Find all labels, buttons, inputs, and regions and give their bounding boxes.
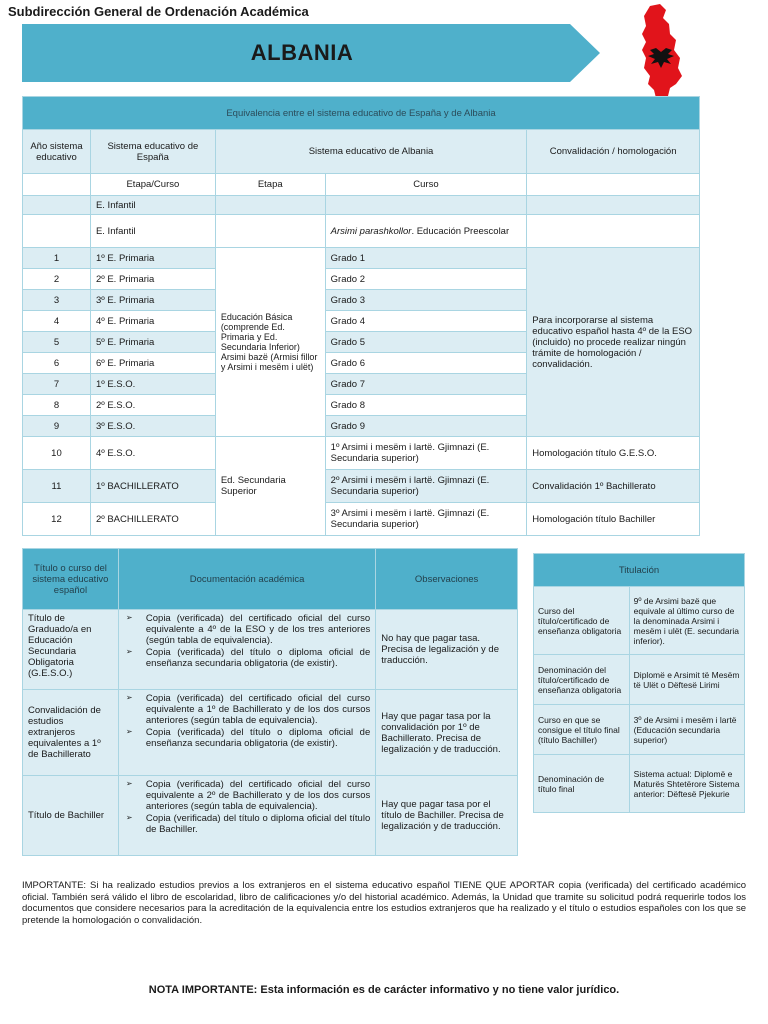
spain-course-cell: 2º E.S.O. (90, 395, 215, 416)
titulacion-title: Titulación (534, 554, 745, 587)
titulacion-label: Curso en que se consigue el título final (título Bachiller) (534, 705, 630, 755)
titulacion-value: Diplomë e Arsimit të Mesëm të Ulët o Dëftesë Lirimi (629, 655, 744, 705)
sub-etapa-curso: Etapa/Curso (90, 174, 215, 196)
year-cell: 2 (23, 269, 91, 290)
doc-docs-cell (118, 610, 375, 690)
albania-course-cell: Grado 1 (325, 248, 527, 269)
albania-course-cell: Grado 2 (325, 269, 527, 290)
col-year-header: Año sistema educativo (23, 130, 91, 174)
year-cell: 9 (23, 416, 91, 437)
conv-cell: Convalidación 1º Bachillerato (527, 470, 700, 503)
sub-etapa: Etapa (215, 174, 325, 196)
spain-course-cell: 2º E. Primaria (90, 269, 215, 290)
spain-course-cell: 4º E.S.O. (90, 437, 215, 470)
spain-course-cell: 1º BACHILLERATO (90, 470, 215, 503)
primary-etapa-cell: Educación Básica (comprende Ed. Primaria y Ed. Secundaria Inferior) Arsimi bazë (Armisi fillor y Arsimi i mesëm i ulët) (215, 248, 325, 437)
doc-bullet: ➢ Copia (verificada) del título o diploma oficial del título de Bachiller. (124, 813, 370, 835)
albania-course-cell: Grado 8 (325, 395, 527, 416)
albania-course-cell: Grado 4 (325, 311, 527, 332)
doc-bullet: ➢ Copia (verificada) del certificado oficial del curso equivalente a 2º de Bachillerato y de los dos cursos anteriores (según tabla de equivalencia). (124, 779, 370, 812)
albania-course-cell: 1º Arsimi i mesëm i lartë. Gjimnazi (E. Secundaria superior) (325, 437, 527, 470)
titulacion-label: Denominación del título/certificado de enseñanza obligatoria (534, 655, 630, 705)
albania-course-cell: Grado 6 (325, 353, 527, 374)
titulacion-label: Denominación de título final (534, 755, 630, 813)
spain-course-cell: 6º E. Primaria (90, 353, 215, 374)
doc-obs-cell: Hay que pagar tasa por el título de Bachiller. Precisa de legalización y de traducción. (376, 776, 518, 856)
conv-cell: Homologación título Bachiller (527, 503, 700, 536)
final-legal-note: NOTA IMPORTANTE: Esta información es de carácter informativo y no tiene valor jurídico. (148, 984, 620, 996)
doc-title-cell: Título de Graduado/a en Educación Secundaria Obligatoria (G.E.S.O.) (23, 610, 119, 690)
titulacion-value: 3º de Arsimi i mesëm i lartë (Educación secundaria superior) (629, 705, 744, 755)
titulacion-value: Sistema actual: Diplomë e Maturës Shtetërore Sistema anterior: Dëftesë Pjekurie (629, 755, 744, 813)
col-albania-header: Sistema educativo de Albania (215, 130, 526, 174)
doc-bullet: ➢ Copia (verificada) del título o diploma oficial de enseñanza secundaria obligatoria (de existir). (124, 647, 370, 669)
col-spain-header: Sistema educativo de España (90, 130, 215, 174)
country-title: ALBANIA (250, 40, 354, 65)
doc-docs-header: Documentación académica (118, 549, 375, 610)
titulacion-label: Curso del título/certificado de enseñanza obligatoria (534, 587, 630, 655)
doc-docs-cell (118, 776, 375, 856)
albania-course-cell: 3º Arsimi i mesëm i lartë. Gjimnazi (E. Secundaria superior) (325, 503, 527, 536)
doc-title-header: Título o curso del sistema educativo español (23, 549, 119, 610)
spain-course-cell: 1º E. Primaria (90, 248, 215, 269)
year-cell: 4 (23, 311, 91, 332)
documentation-table (22, 548, 518, 856)
year-cell: 6 (23, 353, 91, 374)
country-banner (22, 24, 600, 82)
titulacion-value: 9º de Arsimi bazë que equivale al último curso de la denominada Arsimi i mesëm i ulët (E. secundaria inferior). (629, 587, 744, 655)
year-cell: 11 (23, 470, 91, 503)
doc-obs-cell: Hay que pagar tasa por la convalidación por 1º de Bachillerato. Precisa de legalización y de traducción. (376, 690, 518, 776)
doc-obs-header: Observaciones (376, 549, 518, 610)
titulacion-table (533, 553, 745, 813)
spain-course-cell: 3º E. Primaria (90, 290, 215, 311)
spain-course-cell: 4º E. Primaria (90, 311, 215, 332)
doc-title-cell: Convalidación de estudios extranjeros equivalentes a 1º de Bachillerato (23, 690, 119, 776)
conv-cell: Homologación título G.E.S.O. (527, 437, 700, 470)
doc-title-cell: Título de Bachiller (23, 776, 119, 856)
doc-bullet: ➢ Copia (verificada) del certificado oficial del curso equivalente a 4º de la ESO y de los tres anteriores (según tabla de equivalencia). (124, 613, 370, 646)
doc-bullet: ➢ Copia (verificada) del certificado oficial del curso equivalente a 1º de Bachillerato y de los dos cursos anteriores (según tabla de equivalencia). (124, 693, 370, 726)
year-cell: 3 (23, 290, 91, 311)
spain-course-cell: 1º E.S.O. (90, 374, 215, 395)
albania-course-cell: Grado 3 (325, 290, 527, 311)
year-cell: 12 (23, 503, 91, 536)
year-cell: 8 (23, 395, 91, 416)
albania-course-cell: 2º Arsimi i mesëm i lartë. Gjimnazi (E. Secundaria superior) (325, 470, 527, 503)
primary-conv-cell: Para incorporarse al sistema educativo español hasta 4º de la ESO (incluido) no procede realizar ningún trámite de homologación / convalidación. (527, 248, 700, 437)
doc-bullet: ➢ Copia (verificada) del título o diploma oficial de enseñanza secundaria obligatoria (de existir). (124, 727, 370, 749)
doc-obs-cell: No hay que pagar tasa. Precisa de legalización y de traducción. (376, 610, 518, 690)
equivalence-table (22, 96, 700, 536)
organization-title: Subdirección General de Ordenación Académica (8, 4, 309, 19)
doc-docs-cell (118, 690, 375, 776)
year-cell: 7 (23, 374, 91, 395)
albania-course-cell: Grado 5 (325, 332, 527, 353)
spain-course-cell: 2º BACHILLERATO (90, 503, 215, 536)
sub-curso: Curso (325, 174, 527, 196)
secondary-etapa-cell: Ed. Secundaria Superior (215, 437, 325, 536)
spain-course-cell: 5º E. Primaria (90, 332, 215, 353)
spain-course-cell: 3º E.S.O. (90, 416, 215, 437)
equivalence-title: Equivalencia entre el sistema educativo de España y de Albania (23, 97, 700, 130)
year-cell: 5 (23, 332, 91, 353)
year-cell: 10 (23, 437, 91, 470)
infantil-cell: E. Infantil (90, 196, 215, 215)
col-conv-header: Convalidación / homologación (527, 130, 700, 174)
important-note: IMPORTANTE: Si ha realizado estudios previos a los extranjeros en el sistema educativo español TIENE QUE APORTAR copia (verificada) del certificado académico oficial. También será válido el libro de escolaridad, libro de calificaciones y/o del historial académico. Además, la Unidad que tramite su solicitud podrá requerirle todos los documentos que considere necesarios para la acreditación de la equivalencia entre los estudios extranjeros que ha realizado y el título o estudios españoles con los que se pretende la homologación o convalidación. (22, 880, 746, 926)
preescolar-cell: Arsimi parashkollor. Educación Preescolar (325, 215, 527, 248)
year-cell: 1 (23, 248, 91, 269)
infantil-cell: E. Infantil (90, 215, 215, 248)
albania-map-icon (636, 4, 686, 109)
albania-course-cell: Grado 9 (325, 416, 527, 437)
albania-course-cell: Grado 7 (325, 374, 527, 395)
